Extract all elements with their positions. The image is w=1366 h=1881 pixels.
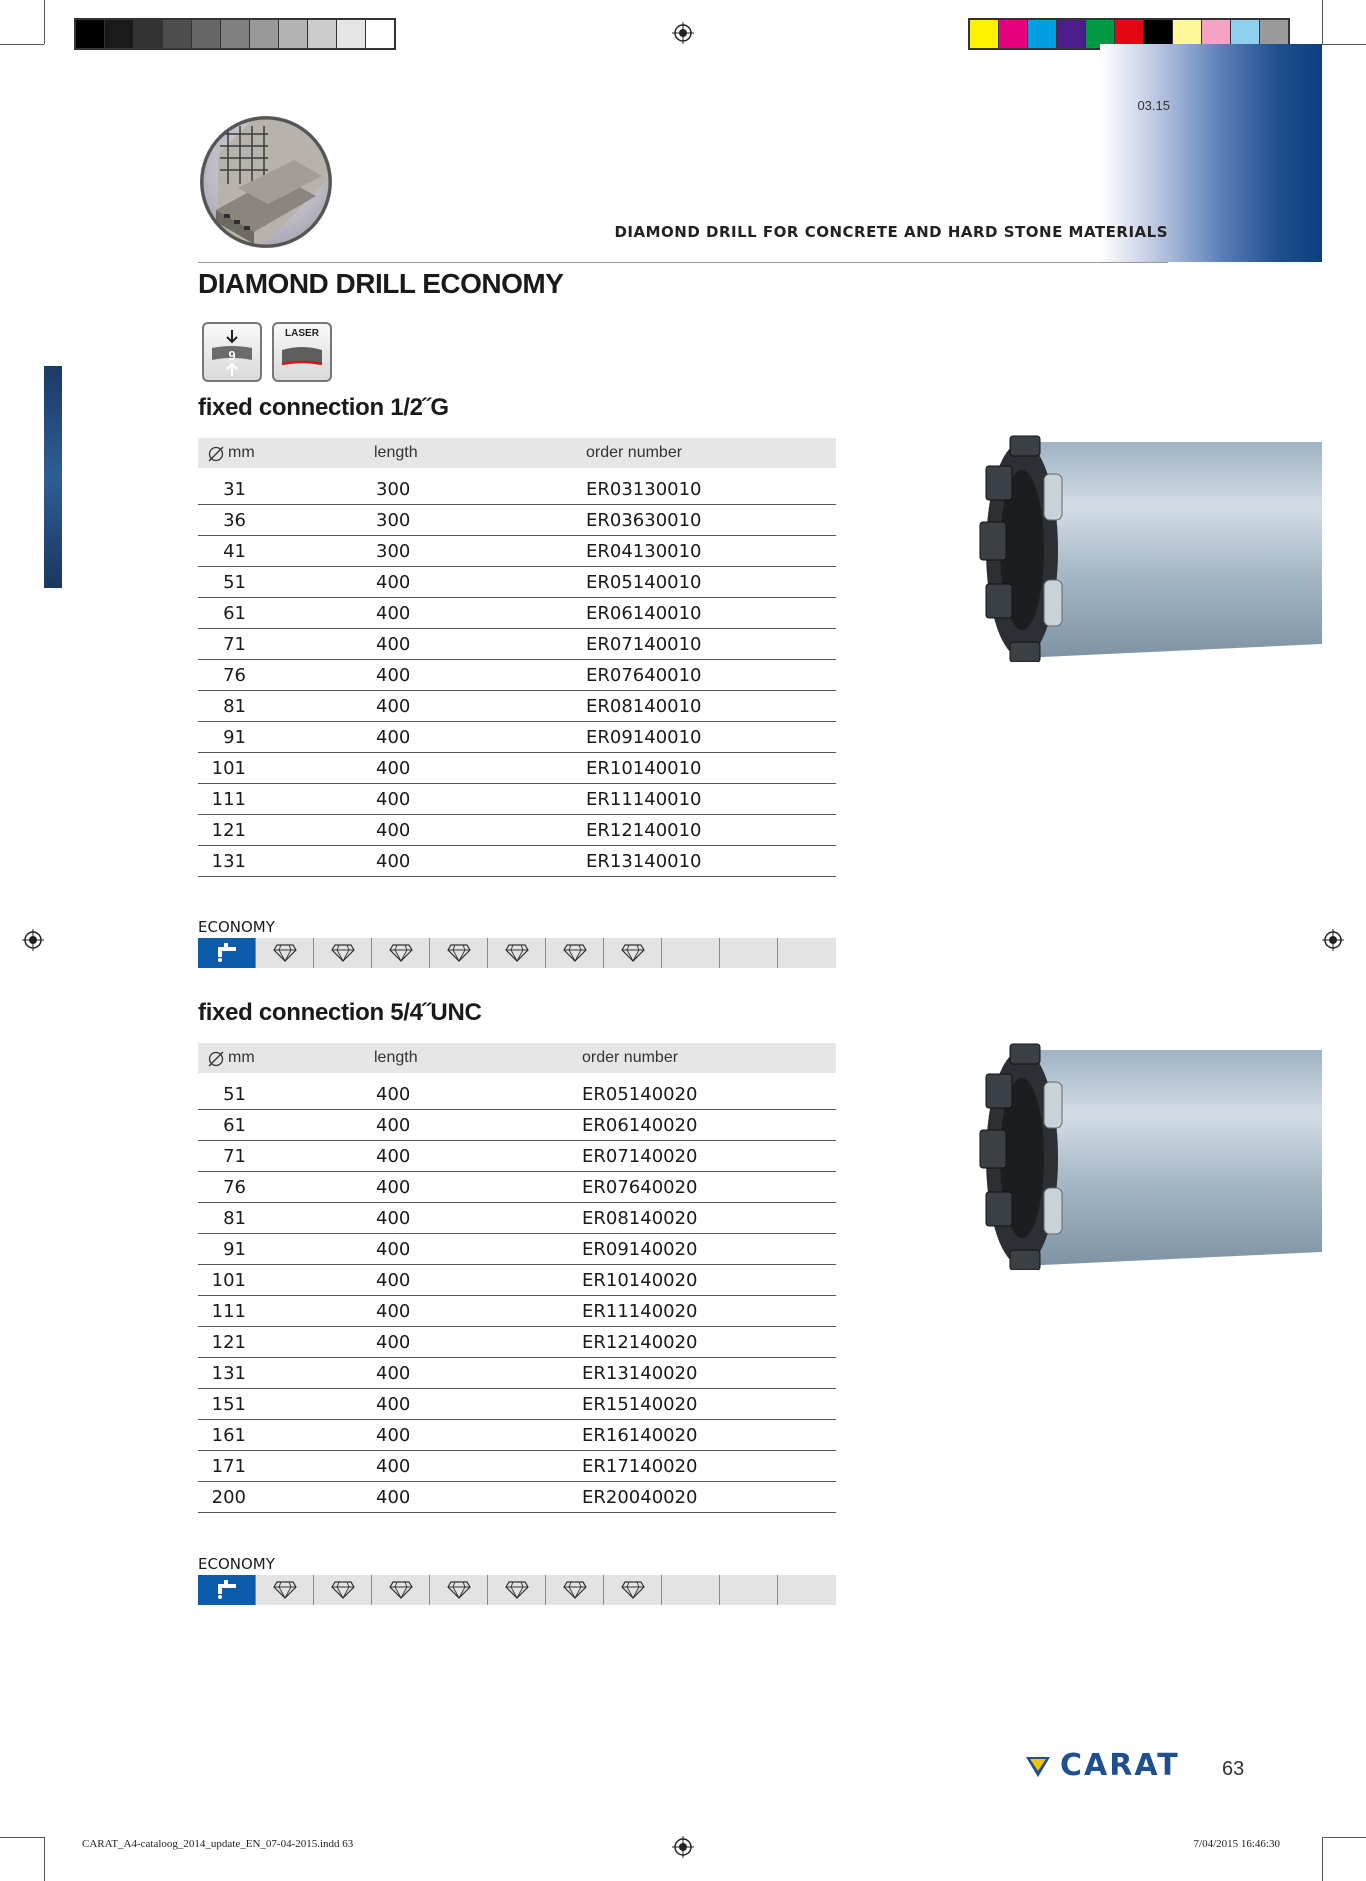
length-cell: 400 [376, 1270, 411, 1291]
crop-mark [1322, 1837, 1323, 1881]
color-swatch [105, 20, 134, 48]
section-title: DIAMOND DRILL FOR CONCRETE AND HARD STONE MATERIALS [614, 223, 1168, 241]
col-header-length: length [374, 444, 418, 461]
diameter-cell: 121 [211, 820, 246, 841]
table-row [198, 815, 836, 846]
carat-diamond-icon [1024, 1753, 1052, 1779]
diameter-cell: 81 [223, 1208, 246, 1229]
color-swatch [192, 20, 221, 48]
order-number-cell: ER04130010 [586, 541, 702, 562]
registration-mark-icon [1322, 929, 1344, 951]
diamond-rating-icon [488, 938, 546, 968]
diameter-cell: 161 [211, 1425, 246, 1446]
order-number-cell: ER11140010 [586, 789, 702, 810]
order-number-cell: ER12140020 [582, 1332, 698, 1353]
diamond-drill-image-2 [952, 1040, 1322, 1270]
length-cell: 400 [376, 1487, 411, 1508]
diameter-cell: 111 [211, 789, 246, 810]
diamond-rating-icon [372, 938, 430, 968]
table-row [198, 629, 836, 660]
diamond-rating-icon [546, 938, 604, 968]
diameter-cell: 131 [211, 1363, 246, 1384]
empty-rating-cell [720, 1575, 778, 1605]
length-cell: 400 [376, 1084, 411, 1105]
rating-label-2: ECONOMY [198, 1555, 275, 1573]
order-number-cell: ER06140020 [582, 1115, 698, 1136]
color-swatch [970, 20, 999, 48]
color-swatch [76, 20, 105, 48]
carat-logo [1024, 1748, 1180, 1783]
table-row [198, 784, 836, 815]
crop-mark [0, 1837, 44, 1838]
empty-rating-cell [778, 1575, 836, 1605]
length-cell: 400 [376, 1425, 411, 1446]
water-cooling-icon [198, 1575, 256, 1605]
diamond-rating-icon [256, 938, 314, 968]
diameter-cell: 61 [223, 603, 246, 624]
diameter-cell: 76 [223, 1177, 246, 1198]
order-number-cell: ER03630010 [586, 510, 702, 531]
empty-rating-cell [662, 1575, 720, 1605]
diameter-cell: 151 [211, 1394, 246, 1415]
length-cell: 300 [376, 510, 411, 531]
crop-mark [44, 0, 45, 44]
order-number-cell: ER13140010 [586, 851, 702, 872]
brand-name: CARAT [1060, 1748, 1180, 1783]
color-swatch [279, 20, 308, 48]
length-cell: 300 [376, 541, 411, 562]
order-number-cell: ER07140010 [586, 634, 702, 655]
print-timestamp: 7/04/2015 16:46:30 [1193, 1838, 1280, 1850]
table-row [198, 1172, 836, 1203]
crop-mark [1322, 0, 1323, 44]
order-number-cell: ER07140020 [582, 1146, 698, 1167]
length-cell: 400 [376, 1239, 411, 1260]
table-row [198, 1110, 836, 1141]
length-cell: 300 [376, 479, 411, 500]
diameter-cell: 36 [223, 510, 246, 531]
order-number-cell: ER16140020 [582, 1425, 698, 1446]
length-cell: 400 [376, 1332, 411, 1353]
diameter-cell: 111 [211, 1301, 246, 1322]
header-divider [198, 262, 1168, 263]
order-number-cell: ER09140020 [582, 1239, 698, 1260]
table-row [198, 846, 836, 877]
order-number-cell: ER12140010 [586, 820, 702, 841]
length-cell: 400 [376, 634, 411, 655]
table-row [198, 567, 836, 598]
col-header-diameter: mm [228, 1049, 255, 1066]
order-table-2 [198, 1043, 836, 1513]
diameter-cell: 76 [223, 665, 246, 686]
length-cell: 400 [376, 1301, 411, 1322]
color-swatch [1028, 20, 1057, 48]
col-header-order-number: order number [582, 1049, 679, 1066]
table-row [198, 1203, 836, 1234]
col-header-order-number: order number [586, 444, 683, 461]
length-cell: 400 [376, 696, 411, 717]
length-cell: 400 [376, 1363, 411, 1384]
diameter-cell: 61 [223, 1115, 246, 1136]
table-row [198, 1079, 836, 1110]
table-row [198, 1358, 836, 1389]
table-row [198, 1451, 836, 1482]
side-tab-strip [44, 366, 62, 588]
empty-rating-cell [778, 938, 836, 968]
color-swatch [1057, 20, 1086, 48]
file-info: CARAT_A4-cataloog_2014_update_EN_07-04-2015.indd 63 [82, 1838, 354, 1850]
table-row [198, 753, 836, 784]
diameter-cell: 41 [223, 541, 246, 562]
table-row [198, 1389, 836, 1420]
diameter-cell: 91 [223, 727, 246, 748]
registration-mark-icon [22, 929, 44, 951]
diameter-cell: 91 [223, 1239, 246, 1260]
order-number-cell: ER09140010 [586, 727, 702, 748]
grayscale-color-bar [74, 18, 396, 50]
color-swatch [337, 20, 366, 48]
order-number-cell: ER07640010 [586, 665, 702, 686]
order-number-cell: ER08140020 [582, 1208, 698, 1229]
length-cell: 400 [376, 1115, 411, 1136]
diamond-rating-icon [488, 1575, 546, 1605]
crop-mark [1322, 44, 1366, 45]
diamond-rating-icon [604, 1575, 662, 1605]
diameter-cell: 51 [223, 572, 246, 593]
diameter-icon [208, 1051, 224, 1067]
diamond-rating-icon [314, 1575, 372, 1605]
diameter-cell: 101 [211, 1270, 246, 1291]
length-cell: 400 [376, 1456, 411, 1477]
color-swatch [250, 20, 279, 48]
section-heading-2: fixed connection 5/4˝UNC [198, 999, 482, 1026]
diameter-cell: 121 [211, 1332, 246, 1353]
laser-label: LASER [285, 328, 319, 339]
rating-strip-2 [198, 1575, 836, 1605]
diameter-cell: 31 [223, 479, 246, 500]
col-header-length: length [374, 1049, 418, 1066]
diamond-rating-icon [430, 938, 488, 968]
length-cell: 400 [376, 1177, 411, 1198]
segment-height-icon [202, 322, 262, 382]
page-number: 63 [1222, 1758, 1245, 1780]
diamond-rating-icon [314, 938, 372, 968]
order-number-cell: ER13140020 [582, 1363, 698, 1384]
color-swatch [999, 20, 1028, 48]
order-number-cell: ER05140010 [586, 572, 702, 593]
table-row [198, 691, 836, 722]
diameter-cell: 131 [211, 851, 246, 872]
table-row [198, 1234, 836, 1265]
color-swatch [134, 20, 163, 48]
crop-mark [0, 44, 44, 45]
diameter-icon [208, 446, 224, 462]
table-row [198, 1482, 836, 1513]
order-number-cell: ER11140020 [582, 1301, 698, 1322]
crop-mark [44, 1837, 45, 1881]
table-row [198, 1265, 836, 1296]
water-cooling-icon [198, 938, 256, 968]
laser-welded-icon [272, 322, 332, 382]
order-number-cell: ER20040020 [582, 1487, 698, 1508]
length-cell: 400 [376, 1208, 411, 1229]
length-cell: 400 [376, 789, 411, 810]
length-cell: 400 [376, 1394, 411, 1415]
section-heading-1: fixed connection 1/2˝G [198, 394, 449, 421]
table-row [198, 505, 836, 536]
diameter-cell: 171 [211, 1456, 246, 1477]
col-header-diameter: mm [228, 444, 255, 461]
table-row [198, 722, 836, 753]
order-number-cell: ER10140020 [582, 1270, 698, 1291]
length-cell: 400 [376, 665, 411, 686]
table-row [198, 1420, 836, 1451]
order-number-cell: ER08140010 [586, 696, 702, 717]
order-table-1 [198, 438, 836, 877]
order-number-cell: ER17140020 [582, 1456, 698, 1477]
color-swatch [221, 20, 250, 48]
diameter-cell: 71 [223, 634, 246, 655]
diamond-rating-icon [372, 1575, 430, 1605]
table-header [198, 438, 836, 468]
order-number-cell: ER06140010 [586, 603, 702, 624]
order-number-cell: ER05140020 [582, 1084, 698, 1105]
diameter-cell: 200 [211, 1487, 246, 1508]
table-row [198, 660, 836, 691]
length-cell: 400 [376, 1146, 411, 1167]
order-number-cell: ER10140010 [586, 758, 702, 779]
diameter-cell: 51 [223, 1084, 246, 1105]
diamond-rating-icon [256, 1575, 314, 1605]
concrete-material-icon [198, 114, 334, 250]
empty-rating-cell [720, 938, 778, 968]
diamond-rating-icon [604, 938, 662, 968]
diameter-cell: 101 [211, 758, 246, 779]
table-row [198, 1296, 836, 1327]
diamond-rating-icon [546, 1575, 604, 1605]
table-header [198, 1043, 836, 1073]
length-cell: 400 [376, 851, 411, 872]
order-number-cell: ER07640020 [582, 1177, 698, 1198]
order-number-cell: ER15140020 [582, 1394, 698, 1415]
registration-mark-icon [672, 22, 694, 44]
table-row [198, 536, 836, 567]
rating-label-1: ECONOMY [198, 918, 275, 936]
diameter-cell: 71 [223, 1146, 246, 1167]
length-cell: 400 [376, 758, 411, 779]
rating-strip-1 [198, 938, 836, 968]
diamond-rating-icon [430, 1575, 488, 1605]
table-row [198, 1141, 836, 1172]
length-cell: 400 [376, 727, 411, 748]
color-swatch [366, 20, 394, 48]
page-code: 03.15 [1137, 98, 1170, 113]
color-swatch [308, 20, 337, 48]
table-row [198, 1327, 836, 1358]
page-title: DIAMOND DRILL ECONOMY [198, 268, 564, 299]
diamond-drill-image-1 [952, 432, 1322, 662]
color-swatch [163, 20, 192, 48]
segment-height-value: 9 [228, 348, 236, 363]
length-cell: 400 [376, 572, 411, 593]
length-cell: 400 [376, 603, 411, 624]
crop-mark [1322, 1837, 1366, 1838]
length-cell: 400 [376, 820, 411, 841]
registration-mark-icon [672, 1836, 694, 1858]
table-row [198, 598, 836, 629]
diameter-cell: 81 [223, 696, 246, 717]
order-number-cell: ER03130010 [586, 479, 702, 500]
empty-rating-cell [662, 938, 720, 968]
table-row [198, 474, 836, 505]
